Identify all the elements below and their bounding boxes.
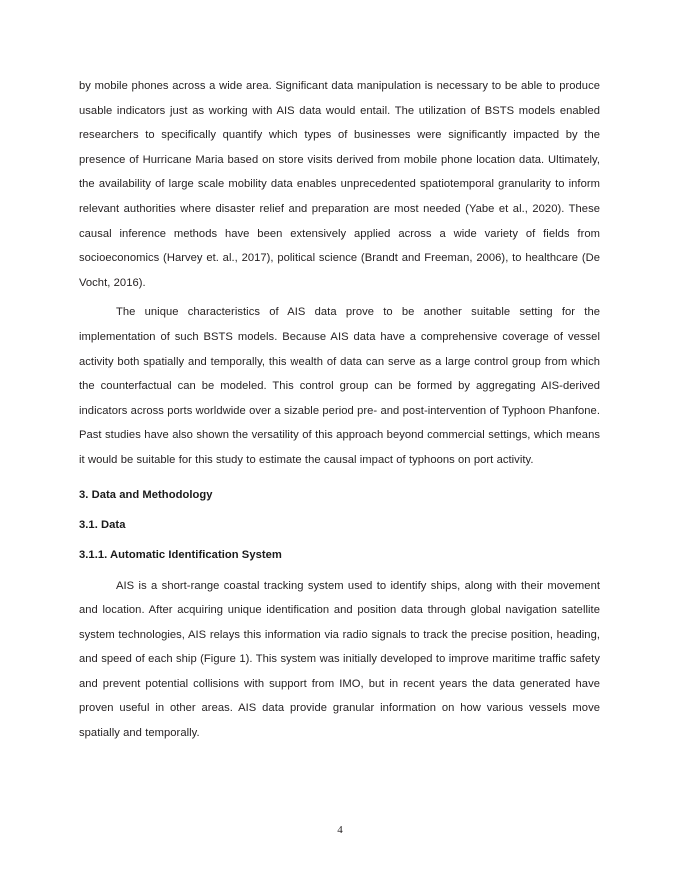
heading-automatic-identification-system: 3.1.1. Automatic Identification System [79, 548, 282, 561]
page-body [79, 74, 600, 746]
paragraph-ais-bsts-suitability: The unique characteristics of AIS data prove to be another suitable setting for the implementation of such BSTS models. Because AIS data have a comprehensive coverage of vessel activity both spatially and temporally, this wealth of data can serve as a large control group from which the counterfactual can be modeled. This control group can be formed by aggregating AIS-derived indicators across ports worldwide over a sizable period pre- and post-intervention of Typhoon Phanfone. Past studies have also shown the versatility of this approach beyond commercial settings, which means it would be suitable for this study to estimate the causal impact of typhoons on port activity. [79, 306, 600, 466]
paragraph-continued-from-previous-page: by mobile phones across a wide area. Significant data manipulation is necessary to be able to produce usable indicators just as working with AIS data would entail. The utilization of BSTS models enabled researchers to specifically quantify which types of businesses were significantly impacted by the presence of Hurricane Maria based on store visits derived from mobile phone location data. Ultimately, the availability of large scale mobility data enables unprecedented spatiotemporal granularity to inform relevant authorities where disaster relief and preparation are most needed (Yabe et al., 2020). These causal inference methods have been extensively applied across a wide variety of fields from socioeconomics (Harvey et. al., 2017), political science (Brandt and Freeman, 2006), to healthcare (De Vocht, 2016). [79, 80, 600, 289]
heading-data-and-methodology: 3. Data and Methodology [79, 488, 213, 501]
page-number: 4 [337, 824, 343, 836]
paragraph-ais-description: AIS is a short-range coastal tracking system used to identify ships, along with their movement and location. After acquiring unique identification and position data through global navigation satellite system technologies, AIS relays this information via radio signals to track the precise position, heading, and speed of each ship (Figure 1). This system was initially developed to improve maritime traffic safety and prevent potential collisions with support from IMO, but in recent years the data generated have proven useful in other areas. AIS data provide granular information on how various vessels move spatially and temporally. [79, 579, 600, 740]
heading-data: 3.1. Data [79, 518, 126, 531]
